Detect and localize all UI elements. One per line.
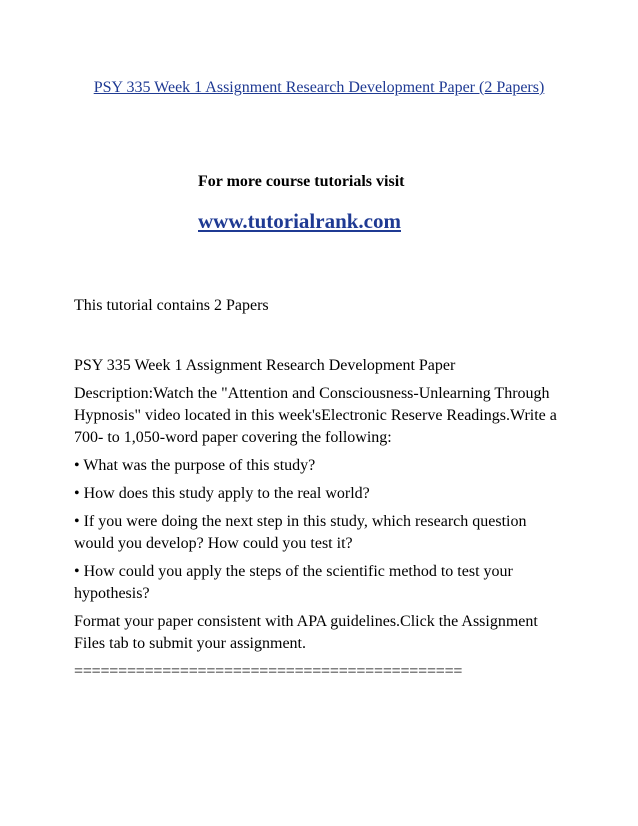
bullet-item-purpose: • What was the purpose of this study?	[74, 457, 316, 474]
paper-heading: PSY 335 Week 1 Assignment Research Development Paper	[74, 357, 456, 374]
document-title[interactable]: PSY 335 Week 1 Assignment Research Development Paper (2 Papers)	[93, 79, 545, 96]
site-link[interactable]: www.tutorialrank.com	[198, 209, 401, 233]
bullet-item-next-step: • If you were doing the next step in this study, which research question would you develop? How could you test it?	[74, 513, 527, 552]
paper-description: Description:Watch the "Attention and Consciousness-Unlearning Through Hypnosis" video located in this week'sElectronic Reserve Readings.Write a 700- to 1,050-word paper covering the following:	[74, 385, 557, 446]
format-note: Format your paper consistent with APA guidelines.Click the Assignment Files tab to submit your assignment.	[74, 613, 538, 652]
promo-text: For more course tutorials visit	[198, 173, 405, 190]
bullet-item-real-world: • How does this study apply to the real world?	[74, 485, 370, 502]
paper-section	[74, 355, 568, 689]
bullet-item-scientific-method: • How could you apply the steps of the scientific method to test your hypothesis?	[74, 563, 513, 602]
divider-line: ============================================	[74, 663, 463, 680]
intro-text: This tutorial contains 2 Papers	[74, 297, 269, 314]
